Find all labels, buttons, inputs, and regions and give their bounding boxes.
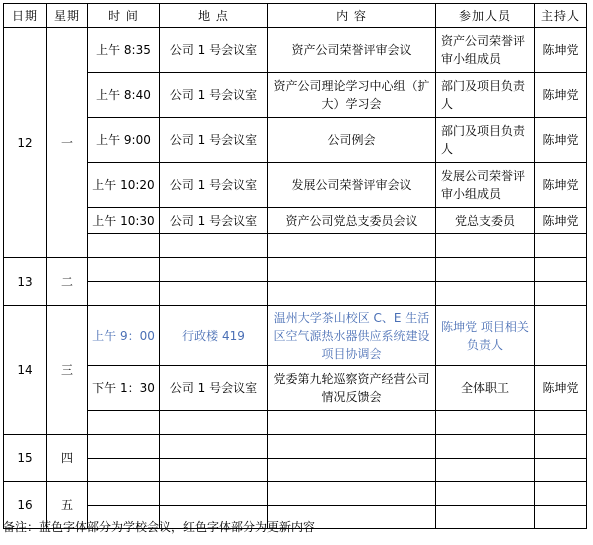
content-cell: 资产公司党总支委员会议 bbox=[268, 208, 436, 234]
weekday-cell: 一 bbox=[47, 28, 88, 258]
place-cell: 公司 1 号会议室 bbox=[160, 163, 268, 208]
host-cell: 陈坤党 bbox=[535, 366, 587, 411]
table-row bbox=[4, 73, 587, 118]
participants-cell: 部门及项目负责人 bbox=[436, 73, 535, 118]
host-cell: 陈坤党 bbox=[535, 73, 587, 118]
weekday-cell: 五 bbox=[47, 482, 88, 529]
time-cell: 上午 8:35 bbox=[88, 28, 160, 73]
table-row bbox=[4, 163, 587, 208]
weekday-cell: 四 bbox=[47, 435, 88, 482]
weekday-cell: 三 bbox=[47, 306, 88, 435]
place-cell: 公司 1 号会议室 bbox=[160, 118, 268, 163]
table-row bbox=[4, 258, 587, 282]
table-row bbox=[4, 435, 587, 459]
date-cell: 15 bbox=[4, 435, 47, 482]
participants-cell: 部门及项目负责人 bbox=[436, 118, 535, 163]
content-cell: 资产公司理论学习中心组（扩大）学习会 bbox=[268, 73, 436, 118]
empty-row bbox=[4, 459, 587, 482]
weekday-cell: 二 bbox=[47, 258, 88, 306]
time-cell: 上午 10:20 bbox=[88, 163, 160, 208]
table-row bbox=[4, 306, 587, 366]
date-cell: 16 bbox=[4, 482, 47, 529]
place-cell: 行政楼 419 bbox=[160, 306, 268, 366]
place-cell: 公司 1 号会议室 bbox=[160, 28, 268, 73]
footnote: 备注：蓝色字体部分为学校会议，红色字体部分为更新内容 bbox=[3, 520, 316, 534]
table-row bbox=[4, 208, 587, 234]
time-cell: 下午 1：30 bbox=[88, 366, 160, 411]
participants-cell: 资产公司荣誉评审小组成员 bbox=[436, 28, 535, 73]
header-date: 日期 bbox=[4, 4, 47, 28]
time-cell: 上午 9：00 bbox=[88, 306, 160, 366]
participants-cell: 全体职工 bbox=[436, 366, 535, 411]
host-cell bbox=[535, 306, 587, 366]
header-content: 内 容 bbox=[268, 4, 436, 28]
header-weekday: 星期 bbox=[47, 4, 88, 28]
header-row bbox=[4, 4, 587, 28]
content-cell: 发展公司荣誉评审会议 bbox=[268, 163, 436, 208]
content-cell: 公司例会 bbox=[268, 118, 436, 163]
host-cell: 陈坤党 bbox=[535, 163, 587, 208]
header-place: 地 点 bbox=[160, 4, 268, 28]
content-cell: 党委第九轮巡察资产经营公司情况反馈会 bbox=[268, 366, 436, 411]
header-time: 时 间 bbox=[88, 4, 160, 28]
table-row bbox=[4, 28, 587, 73]
host-cell: 陈坤党 bbox=[535, 28, 587, 73]
header-host: 主持人 bbox=[535, 4, 587, 28]
empty-row bbox=[4, 411, 587, 435]
empty-row bbox=[4, 234, 587, 258]
time-cell: 上午 10:30 bbox=[88, 208, 160, 234]
participants-cell: 发展公司荣誉评审小组成员 bbox=[436, 163, 535, 208]
host-cell: 陈坤党 bbox=[535, 118, 587, 163]
date-cell: 14 bbox=[4, 306, 47, 435]
content-cell: 温州大学茶山校区 C、E 生活区空气源热水器供应系统建设项目协调会 bbox=[268, 306, 436, 366]
place-cell: 公司 1 号会议室 bbox=[160, 366, 268, 411]
table-row bbox=[4, 366, 587, 411]
time-cell: 上午 8:40 bbox=[88, 73, 160, 118]
header-participants: 参加人员 bbox=[436, 4, 535, 28]
time-cell: 上午 9:00 bbox=[88, 118, 160, 163]
host-cell: 陈坤党 bbox=[535, 208, 587, 234]
date-cell: 13 bbox=[4, 258, 47, 306]
participants-cell: 党总支委员 bbox=[436, 208, 535, 234]
table-row bbox=[4, 482, 587, 506]
date-cell: 12 bbox=[4, 28, 47, 258]
empty-row bbox=[4, 282, 587, 306]
schedule-table bbox=[3, 3, 587, 529]
content-cell: 资产公司荣誉评审会议 bbox=[268, 28, 436, 73]
place-cell: 公司 1 号会议室 bbox=[160, 208, 268, 234]
table-row bbox=[4, 118, 587, 163]
participants-cell: 陈坤党 项目相关负责人 bbox=[436, 306, 535, 366]
place-cell: 公司 1 号会议室 bbox=[160, 73, 268, 118]
